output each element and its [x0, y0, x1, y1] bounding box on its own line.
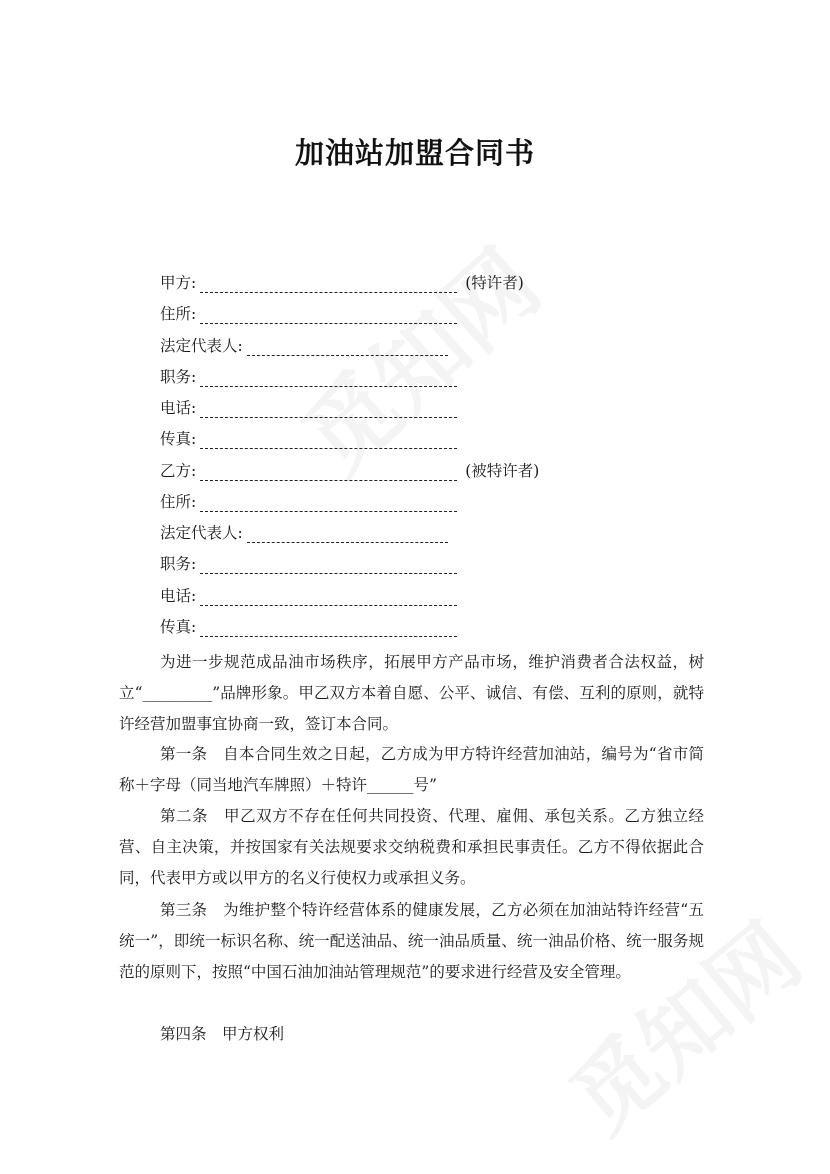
blank-line [200, 558, 457, 574]
field-label: 乙方: [160, 462, 197, 480]
blank-line [200, 277, 457, 293]
party-b-address-field [160, 492, 457, 512]
intro-paragraph: 为进一步规范成品油市场秩序，拓展甲方产品市场，维护消费者合法权益，树立“_________”品牌形象。甲乙双方本着自愿、公平、诚信、有偿、互利的原则，就特许经营加盟事宜协商一致，签订本合同。 [119, 653, 704, 734]
field-label: 甲方: [160, 274, 197, 292]
blank-line [247, 527, 448, 543]
blank-line [200, 496, 457, 512]
blank-line [200, 590, 457, 606]
party-b-phone-field [160, 586, 457, 606]
article-3-paragraph: 第三条 为维护整个特许经营体系的健康发展，乙方必须在加油站特许经营“五统一”，即统一标识名称、统一配送油品、统一油品质量、统一油品价格、统一服务规范的原则下，按照“中国石油加油站管理规范”的要求进行经营及安全管理。 [119, 901, 704, 982]
party-a-address-field [160, 304, 457, 324]
blank-line [200, 402, 457, 418]
party-b-position-field [160, 554, 457, 574]
field-label: 法定代表人: [160, 337, 243, 355]
document-title: 加油站加盟合同书 [294, 136, 535, 170]
blank-line [200, 621, 457, 637]
article-2-paragraph: 第二条 甲乙双方不存在任何共同投资、代理、雇佣、承包关系。乙方独立经营、自主决策，并按国家有关法规要求交纳税费和承担民事责任。乙方不得依据此合同，代表甲方或以甲方的名义行使权力或承担义务。 [119, 807, 704, 888]
blank-line [200, 308, 457, 324]
party-a-position-field [160, 367, 457, 387]
article-1-paragraph: 第一条 自本合同生效之日起，乙方成为甲方特许经营加油站，编号为“省市简称＋字母（同当地汽车牌照）＋特许______号” [119, 745, 704, 795]
party-a-name-field [160, 273, 524, 293]
field-label: 传真: [160, 618, 197, 636]
field-label: 住所: [160, 493, 197, 511]
field-label: 职务: [160, 555, 197, 573]
article-4-heading: 第四条 甲方权利 [160, 1025, 285, 1043]
field-note: (被特许者) [465, 462, 540, 480]
field-label: 职务: [160, 368, 197, 386]
party-b-fax-field [160, 617, 457, 637]
blank-line [200, 465, 457, 481]
party-b-name-field [160, 461, 539, 481]
party-a-phone-field [160, 398, 457, 418]
field-label: 住所: [160, 305, 197, 323]
field-label: 法定代表人: [160, 524, 243, 542]
party-a-rep-field [160, 336, 448, 356]
field-note: (特许者) [465, 274, 524, 292]
blank-line [200, 433, 457, 449]
blank-line [200, 371, 457, 387]
party-b-rep-field [160, 523, 448, 543]
watermark [270, 215, 563, 498]
blank-line [247, 340, 448, 356]
party-a-fax-field [160, 429, 457, 449]
field-label: 电话: [160, 399, 197, 417]
field-label: 传真: [160, 430, 197, 448]
field-label: 电话: [160, 587, 197, 605]
